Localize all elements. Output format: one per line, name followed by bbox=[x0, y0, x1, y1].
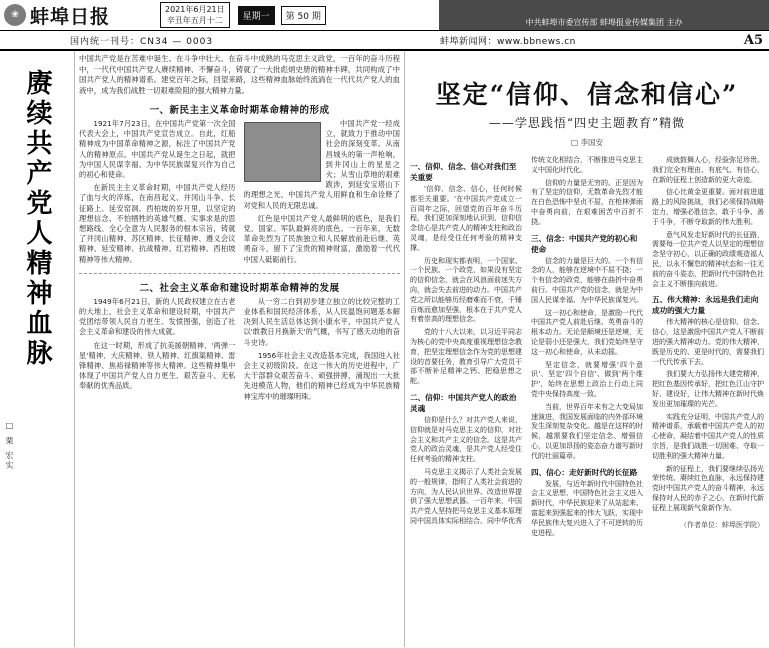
main-article-body bbox=[410, 156, 764, 538]
main-paragraph: 成就鼓舞人心，经验弥足珍贵。我们完全有理由、有底气、有信心，在新的征程上创造新的更大奇迹。 bbox=[652, 156, 764, 184]
page-content bbox=[0, 51, 769, 647]
main-paragraph: 马克思主义揭示了人类社会发展的一般规律，指明了人类社会前进的方向，为人民认识世界、改造世界提供了强大思想武器。一百年来，中国共产党人坚持把马克思主义基本原理同中国具体实际相结合、同中华优秀传统文化相结合，不断推进马克思主义中国化时代化。 bbox=[410, 156, 643, 525]
issn-text: 国内统一刊号：CN34 — 0003 bbox=[70, 36, 214, 47]
author-affiliation: （作者单位：蚌埠医学院） bbox=[680, 520, 764, 529]
mid-paragraph: 1949年6月21日，新的人民政权建立在古老的大地上，社会主义革命和建设时期，中国共产党团结带领人民自力更生、发愤图强，创造了社会主义革命和建设的伟大成就。 bbox=[79, 296, 236, 337]
main-section-title: 四、信心：走好新时代的长征路 bbox=[531, 467, 638, 477]
main-paragraph: 信仰是什么？对共产党人来说，信仰就是对马克思主义的信仰，对社会主义和共产主义的信念。这是共产党人的政治灵魂，是共产党人经受住任何考验的精神支柱。 bbox=[410, 415, 522, 464]
masthead-subbar bbox=[0, 31, 769, 51]
main-paragraph: '信仰、信念、信心，任何时候都至关重要。'在中国共产党成立一百周年之际，回望党的百年奋斗历程，我们更加深刻地认识到，信仰信念信心是共产党人的精神支柱和政治灵魂，是经受住任何考验的精神支撑。 bbox=[410, 185, 522, 252]
mid-paragraph: 1956年社会主义改造基本完成，我国进入社会主义初级阶段。在这一伟大的历史进程中，广大干部群众艰苦奋斗、顽强拼搏，涌现出一大批先进模范人物，他们的精神已经成为中华民族精神宝库中的璀璨明珠。 bbox=[243, 350, 400, 401]
main-section-title: 二、信仰：中国共产党人的政治灵魂 bbox=[410, 392, 517, 413]
publication-date bbox=[160, 2, 230, 28]
main-paragraph: 历史和现实都表明，一个国家、一个民族、一个政党，如果没有坚定的信仰信念，就会在风浪面前迷失方向，就会失去前进的动力。中国共产党之所以能够历经磨难而不衰，千锤百炼而愈加坚强，根本在于共产党人有着崇高的理想信念。 bbox=[410, 256, 522, 324]
feature-byline: □ 栗 宏实 bbox=[5, 421, 14, 472]
section-divider bbox=[79, 273, 400, 274]
weekday-badge: 星期一 bbox=[238, 6, 275, 25]
main-article-title: 坚定“信仰、信念和信心” bbox=[435, 80, 739, 109]
feature-article-column bbox=[75, 51, 405, 647]
mid-section-title-1: 一、新民主主义革命时期革命精神的形成 bbox=[149, 105, 330, 116]
masthead-logo-group bbox=[0, 2, 154, 29]
article-photo bbox=[244, 122, 321, 182]
main-paragraph: 这一初心和使命，是激励一代代中国共产党人前赴后继、英勇奋斗的根本动力。无论是顺境还是逆境，无论是弱小还是强大，我们党始终坚守这一初心和使命，从未动摇。 bbox=[531, 308, 643, 356]
main-paragraph: 当前，世界百年未有之大变局加速演进，我国发展面临的内外部环境发生深刻复杂变化。越是在这样的时候，越需要我们坚定信念、增强信心，以更加昂扬的姿态奋力谱写新时代的壮丽篇章。 bbox=[531, 402, 643, 460]
main-paragraph: 伟大精神的核心是信仰、信念、信心，这是激励中国共产党人不断前进的强大精神动力。党的伟大精神，既是历史的、更是时代的，需要我们一代代传承下去。 bbox=[652, 318, 764, 366]
main-paragraph: 发展，与近年新时代中国特色社会主义思想，中国特色社会主义进入新时代，中华民族迎来了从站起来、富起来到强起来的伟大飞跃，实现中华民族伟大复兴进入了不可逆转的历史进程。 bbox=[531, 479, 643, 537]
main-paragraph: 实践充分证明，中国共产党人的精神谱系，承载着中国共产党人的初心使命，凝结着中国共产党人的性质宗旨，是我们战胜一切困难、夺取一切胜利的强大精神力量。 bbox=[652, 412, 764, 460]
date-lunar: 辛丑年五月十二 bbox=[166, 16, 223, 25]
main-section-title: 一、信仰、信念、信心对我们至关重要 bbox=[410, 162, 517, 182]
mid-section-body-1 bbox=[79, 119, 400, 268]
main-paragraph: 信念的力量是巨大的。一个有信念的人，能够在逆境中不屈不挠；一个有信念的政党，能够在曲折中奋勇前行。中国共产党的信念，就是为中国人民谋幸福、为中华民族谋复兴。 bbox=[531, 256, 643, 304]
main-paragraph: 坚定信念，就要增强'四个意识'、坚定'四个自信'、做到'两个维护'，始终在思想上政治上行动上同党中央保持高度一致。 bbox=[531, 360, 643, 398]
publisher-text: 中共蚌埠市委宣传部 蚌埠报业传媒集团 主办 bbox=[525, 18, 683, 27]
mid-paragraph: 1921年7月23日，在中国共产党第一次全国代表大会上，中国共产党宣告成立。自此，红船精神成为中国革命精神之源，标注了中国共产党人的精神原点。中国共产党从诞生之日起，就把为中国人民谋幸福、为中华民族谋复兴作为自己的初心和使命。 bbox=[79, 119, 236, 180]
mid-section-body-2 bbox=[79, 297, 400, 402]
website-url[interactable]: 蚌埠新闻网：www.bbnews.cn bbox=[440, 36, 576, 47]
mid-section-title-2: 二、社会主义革命和建设时期革命精神的发展 bbox=[139, 282, 340, 294]
feature-headline-column bbox=[0, 51, 75, 647]
paper-title: 蚌埠日报 bbox=[30, 5, 111, 28]
main-paragraph: 我们要大力弘扬伟大建党精神，把红色基因传承好，把红色江山守护好、建设好，让伟大精神在新时代焕发出更加璀璨的光芒。 bbox=[652, 370, 764, 408]
issue-number-badge: 第 50 期 bbox=[281, 6, 326, 25]
mid-paragraph: 红色是中国共产党人最鲜明的底色，是我们党、国家、军队最鲜亮的底色。一百年来，无数革命先烈为了民族独立和人民解放前赴后继、英勇奋斗，留下了宝贵的精神财富，激励着一代代中国人砥砺前行。 bbox=[243, 213, 400, 264]
main-article-byline: □ 李国安 bbox=[571, 138, 603, 147]
date-gregorian: 2021年6月21日 bbox=[165, 5, 225, 14]
main-section-title: 五、伟大精神：永远是我们走向成功的强大力量 bbox=[652, 295, 759, 316]
main-paragraph: 信心比黄金更重要。面对前进道路上的风险挑战，我们必须保持战略定力，增强必胜信念，敢于斗争、善于斗争，不断夺取新的伟大胜利。 bbox=[652, 188, 764, 226]
main-article-column bbox=[405, 51, 769, 647]
main-paragraph: 新的征程上，我们要继续弘扬光荣传统、赓续红色血脉，永远保持建党时中国共产党人的奋斗精神，永远保持对人民的赤子之心，在新时代新征程上展现新气象新作为。 bbox=[652, 464, 764, 512]
main-paragraph: 信仰的力量是无穷的。正是因为有了坚定的信仰，无数革命先烈才能在白色恐怖中坚贞不屈，在枪林弹雨中奋勇向前，在艰难困苦中百折不挠。 bbox=[531, 178, 643, 226]
mid-paragraph: 中国共产党一经成立，就致力于推动中国社会的深刻变革。从南昌城头的第一声枪响，到井冈山上的星星之火；从雪山草地的艰难跋涉，到延安宝塔山下的理想之光，中国共产党人用鲜血和生命诠释了对党和人民的无限忠诚。 bbox=[243, 119, 400, 210]
lotus-logo-icon: ❀ bbox=[4, 4, 26, 26]
feature-vertical-title: 赓续共产党人精神血脉 bbox=[22, 69, 52, 369]
main-section-title: 三、信念：中国共产党的初心和使命 bbox=[531, 233, 638, 254]
main-paragraph: 党的十八大以来，以习近平同志为核心的党中央高度重视理想信念教育，把坚定理想信念作为党的思想建设的首要任务，教育引导广大党员干部不断补足精神之钙、把稳思想之舵。 bbox=[410, 328, 522, 386]
masthead bbox=[0, 0, 769, 31]
mid-paragraph: 在新民主主义革命时期，中国共产党人经历了血与火的淬炼，在南昌起义、井冈山斗争、长征路上、延安窑洞、西柏坡的岁月里，以坚定的理想信念、不怕牺牲的英雄气概、实事求是的思想路线、全心全意为人民服务的根本宗旨，铸就了井冈山精神、苏区精神、长征精神、遵义会议精神、延安精神、抗战精神、红岩精神、西柏坡精神等伟大精神。 bbox=[79, 183, 236, 264]
mid-paragraph: 在这一时期，形成了抗美援朝精神、'两弹一星'精神、大庆精神、铁人精神、红旗渠精神、雷锋精神、焦裕禄精神等伟大精神。这些精神集中体现了中国共产党人自力更生、艰苦奋斗、无私奉献的优秀品质。 bbox=[79, 340, 236, 391]
feature-lead: 中国共产党是在苦难中诞生、在斗争中壮大、在奋斗中成熟的马克思主义政党，一百年的奋斗历程中，一代代中国共产党人赓续精神、不懈奋斗，铸就了一大批彪炳史册的精神丰碑，共同构成了中国共产党人的精神谱系。建党百年之际，回望来路，这些精神血脉始终流淌在一代代共产党人的血液中，成为我们战胜一切艰难险阻的强大精神力量。 bbox=[79, 54, 400, 95]
publisher-banner bbox=[439, 0, 769, 30]
page-number: A5 bbox=[743, 32, 763, 48]
main-article-subtitle: ——学思践悟“四史主题教育”精微 bbox=[488, 116, 686, 130]
mid-paragraph: 从一穷二白到初步建立独立的比较完整的工业体系和国民经济体系，从人民温饱问题基本解决到人民生活总体达到小康水平，中国共产党人以'敢教日月换新天'的气概，书写了感天动地的奋斗史诗。 bbox=[243, 296, 400, 347]
main-paragraph: 意气风发走好新时代的长征路，需要每一位共产党人以坚定的理想信念坚守初心，以正确的政绩观造福人民，以永不懈怠的精神状态和一往无前的奋斗姿态，把新时代中国特色社会主义不断推向前进。 bbox=[652, 230, 764, 288]
